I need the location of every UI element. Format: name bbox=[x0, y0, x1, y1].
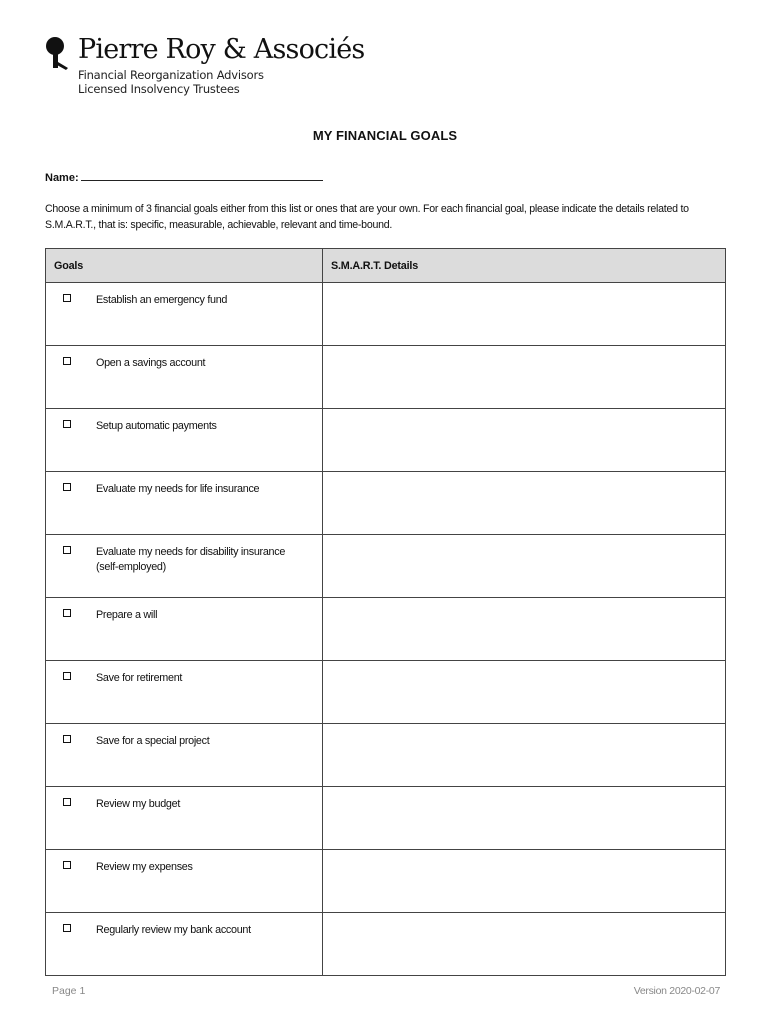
goal-label: Save for retirement bbox=[96, 672, 183, 684]
goal-checkbox[interactable] bbox=[63, 546, 71, 554]
goal-checkbox[interactable] bbox=[63, 420, 71, 428]
table-row bbox=[46, 535, 726, 598]
goal-checkbox[interactable] bbox=[63, 735, 71, 743]
company-name: Pierre Roy & Associés bbox=[78, 34, 365, 65]
goal-cell bbox=[46, 598, 323, 661]
goal-label: Save for a special project bbox=[96, 735, 210, 747]
goal-cell bbox=[46, 409, 323, 472]
smart-details-cell[interactable] bbox=[323, 913, 726, 976]
pierre-roy-logo-icon bbox=[44, 36, 70, 70]
goal-cell bbox=[46, 283, 323, 346]
smart-details-cell[interactable] bbox=[323, 346, 726, 409]
table-row bbox=[46, 850, 726, 913]
goal-checkbox[interactable] bbox=[63, 483, 71, 491]
table-row bbox=[46, 913, 726, 976]
goal-checkbox[interactable] bbox=[63, 609, 71, 617]
company-tagline-1: Financial Reorganization Advisors bbox=[78, 68, 264, 82]
goals-header: Goals bbox=[46, 249, 323, 283]
goal-label: Evaluate my needs for disability insurance (self-employed) bbox=[96, 546, 286, 573]
table-row bbox=[46, 661, 726, 724]
goal-label: Evaluate my needs for life insurance bbox=[96, 483, 260, 495]
smart-details-cell[interactable] bbox=[323, 598, 726, 661]
version-label: Version 2020-02-07 bbox=[633, 985, 720, 997]
smart-details-cell[interactable] bbox=[323, 283, 726, 346]
company-logo bbox=[44, 34, 365, 98]
goal-label: Review my expenses bbox=[96, 861, 193, 873]
smart-details-cell[interactable] bbox=[323, 661, 726, 724]
smart-details-header: S.M.A.R.T. Details bbox=[323, 249, 726, 283]
page-title: MY FINANCIAL GOALS bbox=[312, 128, 458, 143]
table-header-row bbox=[46, 249, 726, 283]
table-row bbox=[46, 409, 726, 472]
goal-cell bbox=[46, 913, 323, 976]
goal-cell bbox=[46, 346, 323, 409]
goal-checkbox[interactable] bbox=[63, 357, 71, 365]
goal-checkbox[interactable] bbox=[63, 672, 71, 680]
smart-details-cell[interactable] bbox=[323, 409, 726, 472]
company-tagline-2: Licensed Insolvency Trustees bbox=[78, 82, 240, 96]
goal-cell bbox=[46, 661, 323, 724]
goal-cell bbox=[46, 472, 323, 535]
goal-label: Establish an emergency fund bbox=[96, 294, 228, 306]
instructions-text: Choose a minimum of 3 financial goals either from this list or ones that are your own. For each financial goal, please indicate the details related to S.M.A.R.T., that is: specific, measurable, achievable, relevant and time-bound. bbox=[45, 203, 689, 231]
goal-cell bbox=[46, 850, 323, 913]
goal-label: Regularly review my bank account bbox=[96, 924, 251, 936]
page-number: Page 1 bbox=[52, 985, 86, 997]
table-row bbox=[46, 283, 726, 346]
goal-cell bbox=[46, 535, 323, 598]
goal-label: Open a savings account bbox=[96, 357, 206, 369]
goal-checkbox[interactable] bbox=[63, 924, 71, 932]
smart-details-cell[interactable] bbox=[323, 787, 726, 850]
smart-details-cell[interactable] bbox=[323, 472, 726, 535]
goal-checkbox[interactable] bbox=[63, 294, 71, 302]
smart-details-cell[interactable] bbox=[323, 850, 726, 913]
name-label: Name: bbox=[45, 172, 79, 184]
goal-label: Setup automatic payments bbox=[96, 420, 217, 432]
smart-details-cell[interactable] bbox=[323, 724, 726, 787]
table-row bbox=[46, 472, 726, 535]
name-input-line[interactable] bbox=[81, 171, 323, 181]
goal-checkbox[interactable] bbox=[63, 798, 71, 806]
goal-label: Review my budget bbox=[96, 798, 181, 810]
goal-cell bbox=[46, 724, 323, 787]
smart-details-cell[interactable] bbox=[323, 535, 726, 598]
name-field-row bbox=[45, 171, 323, 184]
table-row bbox=[46, 598, 726, 661]
table-row bbox=[46, 787, 726, 850]
goals-table bbox=[45, 248, 726, 976]
goal-label: Prepare a will bbox=[96, 609, 158, 621]
table-row bbox=[46, 724, 726, 787]
goal-checkbox[interactable] bbox=[63, 861, 71, 869]
table-row bbox=[46, 346, 726, 409]
goal-cell bbox=[46, 787, 323, 850]
